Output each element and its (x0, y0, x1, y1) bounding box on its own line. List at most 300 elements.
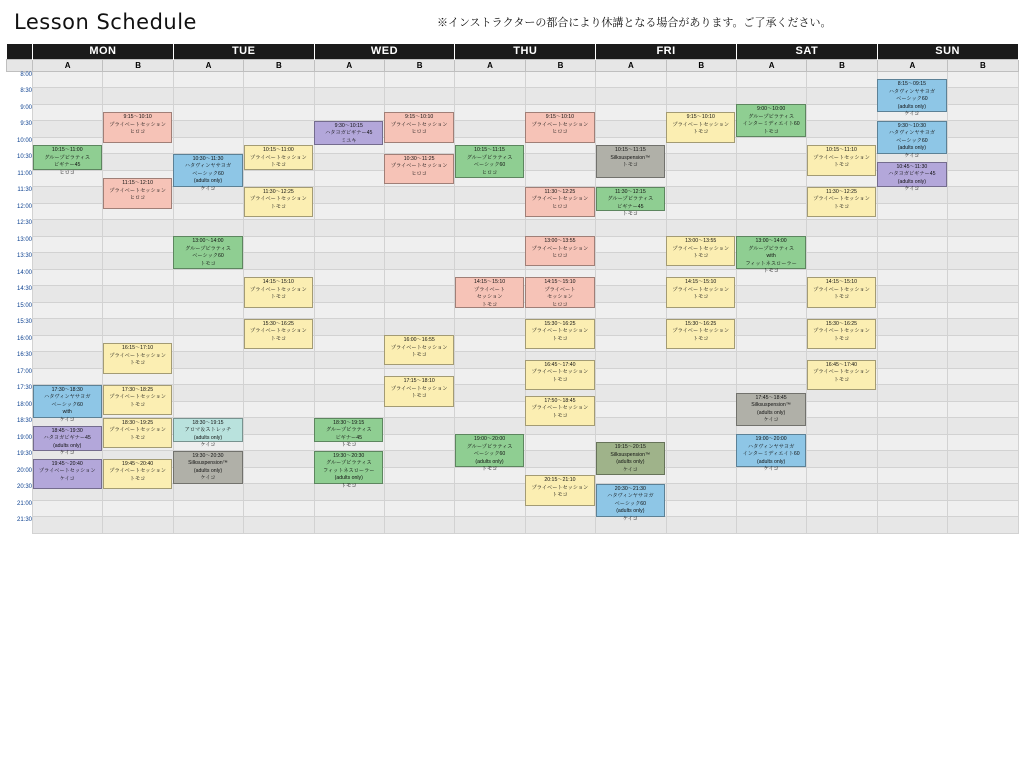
schedule-event[interactable] (525, 277, 594, 307)
grid-cell[interactable] (173, 319, 243, 336)
grid-cell[interactable] (455, 385, 525, 402)
schedule-event[interactable] (103, 112, 172, 142)
grid-cell[interactable] (666, 500, 736, 517)
grid-cell[interactable] (525, 220, 595, 237)
grid-cell[interactable] (807, 220, 877, 237)
schedule-event[interactable] (736, 393, 805, 426)
grid-cell[interactable] (948, 220, 1018, 237)
grid-cell[interactable] (807, 88, 877, 105)
grid-cell[interactable] (33, 121, 103, 138)
grid-cell[interactable] (877, 500, 947, 517)
grid-cell[interactable] (948, 434, 1018, 451)
schedule-event[interactable] (596, 145, 665, 178)
schedule-event[interactable] (384, 112, 453, 142)
grid-cell[interactable] (455, 121, 525, 138)
grid-cell[interactable] (173, 88, 243, 105)
grid-cell[interactable] (314, 253, 384, 270)
schedule-event[interactable] (807, 145, 876, 175)
grid-cell[interactable] (455, 187, 525, 204)
grid-cell[interactable] (33, 88, 103, 105)
grid-cell[interactable] (666, 385, 736, 402)
grid-cell[interactable] (807, 253, 877, 270)
schedule-event[interactable] (525, 360, 594, 390)
grid-cell[interactable] (33, 368, 103, 385)
grid-cell[interactable] (525, 434, 595, 451)
grid-cell[interactable] (384, 517, 454, 534)
schedule-event[interactable] (525, 396, 594, 426)
grid-cell[interactable] (736, 88, 806, 105)
schedule-event[interactable] (244, 145, 313, 170)
grid-cell[interactable] (877, 286, 947, 303)
grid-cell[interactable] (173, 484, 243, 501)
grid-cell[interactable] (525, 451, 595, 468)
grid-cell[interactable] (103, 517, 173, 534)
grid-cell[interactable] (666, 517, 736, 534)
grid-cell[interactable] (948, 484, 1018, 501)
grid-cell[interactable] (525, 154, 595, 171)
grid-cell[interactable] (314, 335, 384, 352)
grid-cell[interactable] (314, 500, 384, 517)
grid-cell[interactable] (314, 236, 384, 253)
schedule-event[interactable] (244, 187, 313, 217)
grid-cell[interactable] (103, 269, 173, 286)
grid-cell[interactable] (173, 104, 243, 121)
schedule-event[interactable] (384, 335, 453, 365)
grid-cell[interactable] (384, 286, 454, 303)
grid-cell[interactable] (525, 71, 595, 88)
schedule-event[interactable] (244, 319, 313, 349)
grid-cell[interactable] (807, 104, 877, 121)
grid-cell[interactable] (33, 517, 103, 534)
grid-cell[interactable] (525, 170, 595, 187)
grid-cell[interactable] (455, 335, 525, 352)
grid-cell[interactable] (314, 302, 384, 319)
grid-cell[interactable] (948, 368, 1018, 385)
grid-cell[interactable] (948, 170, 1018, 187)
grid-cell[interactable] (877, 401, 947, 418)
grid-cell[interactable] (33, 187, 103, 204)
grid-cell[interactable] (33, 203, 103, 220)
grid-cell[interactable] (736, 137, 806, 154)
grid-cell[interactable] (33, 236, 103, 253)
grid-cell[interactable] (877, 302, 947, 319)
grid-cell[interactable] (173, 71, 243, 88)
grid-cell[interactable] (596, 253, 666, 270)
grid-cell[interactable] (736, 154, 806, 171)
grid-cell[interactable] (314, 154, 384, 171)
grid-cell[interactable] (736, 484, 806, 501)
grid-cell[interactable] (244, 401, 314, 418)
grid-cell[interactable] (948, 121, 1018, 138)
schedule-event[interactable] (666, 112, 735, 142)
grid-cell[interactable] (877, 385, 947, 402)
grid-cell[interactable] (877, 434, 947, 451)
grid-cell[interactable] (244, 517, 314, 534)
grid-cell[interactable] (244, 352, 314, 369)
grid-cell[interactable] (384, 467, 454, 484)
schedule-event[interactable] (103, 385, 172, 415)
grid-cell[interactable] (807, 418, 877, 435)
grid-cell[interactable] (33, 302, 103, 319)
grid-cell[interactable] (596, 302, 666, 319)
grid-cell[interactable] (948, 203, 1018, 220)
grid-cell[interactable] (877, 253, 947, 270)
grid-cell[interactable] (384, 500, 454, 517)
grid-cell[interactable] (314, 352, 384, 369)
grid-cell[interactable] (877, 451, 947, 468)
schedule-event[interactable] (314, 451, 383, 489)
grid-cell[interactable] (948, 467, 1018, 484)
grid-cell[interactable] (173, 500, 243, 517)
grid-cell[interactable] (736, 500, 806, 517)
grid-cell[interactable] (807, 484, 877, 501)
grid-cell[interactable] (736, 517, 806, 534)
grid-cell[interactable] (877, 319, 947, 336)
grid-cell[interactable] (103, 302, 173, 319)
grid-cell[interactable] (736, 203, 806, 220)
grid-cell[interactable] (455, 484, 525, 501)
grid-cell[interactable] (103, 500, 173, 517)
grid-cell[interactable] (455, 352, 525, 369)
grid-cell[interactable] (244, 236, 314, 253)
grid-cell[interactable] (596, 104, 666, 121)
grid-cell[interactable] (948, 352, 1018, 369)
grid-cell[interactable] (173, 203, 243, 220)
grid-cell[interactable] (384, 236, 454, 253)
schedule-event[interactable] (807, 360, 876, 390)
grid-cell[interactable] (173, 302, 243, 319)
schedule-event[interactable] (877, 162, 946, 193)
grid-cell[interactable] (948, 517, 1018, 534)
schedule-event[interactable] (33, 459, 102, 489)
grid-cell[interactable] (596, 220, 666, 237)
grid-cell[interactable] (384, 451, 454, 468)
grid-cell[interactable] (455, 236, 525, 253)
schedule-event[interactable] (384, 154, 453, 184)
grid-cell[interactable] (736, 71, 806, 88)
schedule-event[interactable] (877, 79, 946, 118)
grid-cell[interactable] (455, 220, 525, 237)
grid-cell[interactable] (173, 352, 243, 369)
grid-cell[interactable] (314, 71, 384, 88)
grid-cell[interactable] (807, 121, 877, 138)
grid-cell[interactable] (596, 352, 666, 369)
grid-cell[interactable] (807, 434, 877, 451)
grid-cell[interactable] (666, 352, 736, 369)
grid-cell[interactable] (807, 401, 877, 418)
schedule-event[interactable] (103, 418, 172, 448)
grid-cell[interactable] (244, 121, 314, 138)
schedule-event[interactable] (314, 418, 383, 449)
grid-cell[interactable] (596, 236, 666, 253)
grid-cell[interactable] (877, 484, 947, 501)
grid-cell[interactable] (877, 467, 947, 484)
grid-cell[interactable] (666, 484, 736, 501)
grid-cell[interactable] (596, 418, 666, 435)
grid-cell[interactable] (244, 385, 314, 402)
grid-cell[interactable] (666, 467, 736, 484)
schedule-event[interactable] (666, 319, 735, 349)
grid-cell[interactable] (33, 220, 103, 237)
grid-cell[interactable] (807, 71, 877, 88)
grid-cell[interactable] (33, 319, 103, 336)
grid-cell[interactable] (244, 418, 314, 435)
grid-cell[interactable] (173, 269, 243, 286)
grid-cell[interactable] (666, 71, 736, 88)
schedule-event[interactable] (455, 277, 524, 307)
schedule-event[interactable] (596, 442, 665, 475)
grid-cell[interactable] (736, 170, 806, 187)
schedule-event[interactable] (525, 112, 594, 142)
grid-cell[interactable] (384, 319, 454, 336)
schedule-event[interactable] (455, 434, 524, 473)
grid-cell[interactable] (314, 269, 384, 286)
grid-cell[interactable] (244, 71, 314, 88)
grid-cell[interactable] (314, 187, 384, 204)
grid-cell[interactable] (455, 418, 525, 435)
schedule-event[interactable] (33, 385, 102, 423)
grid-cell[interactable] (314, 286, 384, 303)
grid-cell[interactable] (948, 137, 1018, 154)
grid-cell[interactable] (807, 517, 877, 534)
grid-cell[interactable] (103, 286, 173, 303)
grid-cell[interactable] (173, 286, 243, 303)
grid-cell[interactable] (666, 401, 736, 418)
grid-cell[interactable] (314, 401, 384, 418)
grid-cell[interactable] (666, 170, 736, 187)
grid-cell[interactable] (877, 352, 947, 369)
grid-cell[interactable] (455, 88, 525, 105)
grid-cell[interactable] (33, 269, 103, 286)
grid-cell[interactable] (33, 352, 103, 369)
grid-cell[interactable] (384, 253, 454, 270)
grid-cell[interactable] (948, 88, 1018, 105)
schedule-event[interactable] (173, 154, 242, 192)
grid-cell[interactable] (948, 401, 1018, 418)
grid-cell[interactable] (807, 236, 877, 253)
grid-cell[interactable] (314, 220, 384, 237)
schedule-event[interactable] (33, 145, 102, 176)
grid-cell[interactable] (33, 253, 103, 270)
grid-cell[interactable] (244, 434, 314, 451)
grid-cell[interactable] (877, 418, 947, 435)
grid-cell[interactable] (103, 319, 173, 336)
grid-cell[interactable] (455, 500, 525, 517)
grid-cell[interactable] (666, 187, 736, 204)
schedule-event[interactable] (384, 376, 453, 406)
grid-cell[interactable] (384, 484, 454, 501)
grid-cell[interactable] (877, 220, 947, 237)
grid-cell[interactable] (596, 319, 666, 336)
grid-cell[interactable] (244, 484, 314, 501)
grid-cell[interactable] (736, 187, 806, 204)
grid-cell[interactable] (455, 253, 525, 270)
grid-cell[interactable] (948, 71, 1018, 88)
grid-cell[interactable] (666, 203, 736, 220)
grid-cell[interactable] (244, 170, 314, 187)
schedule-event[interactable] (455, 145, 524, 178)
grid-cell[interactable] (596, 385, 666, 402)
schedule-event[interactable] (173, 451, 242, 484)
grid-cell[interactable] (807, 451, 877, 468)
grid-cell[interactable] (244, 451, 314, 468)
schedule-event[interactable] (877, 121, 946, 159)
grid-cell[interactable] (173, 335, 243, 352)
grid-cell[interactable] (33, 286, 103, 303)
grid-cell[interactable] (525, 517, 595, 534)
grid-cell[interactable] (314, 88, 384, 105)
grid-cell[interactable] (948, 451, 1018, 468)
grid-cell[interactable] (384, 88, 454, 105)
grid-cell[interactable] (666, 418, 736, 435)
grid-cell[interactable] (173, 220, 243, 237)
grid-cell[interactable] (384, 434, 454, 451)
grid-cell[interactable] (103, 253, 173, 270)
grid-cell[interactable] (596, 269, 666, 286)
grid-cell[interactable] (244, 368, 314, 385)
grid-cell[interactable] (948, 302, 1018, 319)
grid-cell[interactable] (244, 500, 314, 517)
grid-cell[interactable] (736, 368, 806, 385)
schedule-event[interactable] (736, 104, 805, 137)
grid-cell[interactable] (948, 418, 1018, 435)
grid-cell[interactable] (666, 451, 736, 468)
grid-cell[interactable] (244, 220, 314, 237)
grid-cell[interactable] (596, 71, 666, 88)
grid-cell[interactable] (948, 269, 1018, 286)
grid-cell[interactable] (666, 368, 736, 385)
grid-cell[interactable] (384, 302, 454, 319)
grid-cell[interactable] (314, 385, 384, 402)
grid-cell[interactable] (244, 467, 314, 484)
grid-cell[interactable] (525, 88, 595, 105)
schedule-event[interactable] (525, 236, 594, 266)
schedule-event[interactable] (525, 319, 594, 349)
schedule-event[interactable] (173, 418, 242, 449)
schedule-event[interactable] (103, 459, 172, 489)
grid-cell[interactable] (948, 500, 1018, 517)
schedule-event[interactable] (173, 236, 242, 269)
grid-cell[interactable] (33, 500, 103, 517)
grid-cell[interactable] (948, 236, 1018, 253)
grid-cell[interactable] (736, 319, 806, 336)
grid-cell[interactable] (103, 88, 173, 105)
grid-cell[interactable] (596, 121, 666, 138)
grid-cell[interactable] (736, 352, 806, 369)
grid-cell[interactable] (384, 71, 454, 88)
grid-cell[interactable] (33, 71, 103, 88)
grid-cell[interactable] (244, 253, 314, 270)
grid-cell[interactable] (877, 335, 947, 352)
grid-cell[interactable] (948, 253, 1018, 270)
schedule-event[interactable] (244, 277, 313, 307)
grid-cell[interactable] (596, 286, 666, 303)
schedule-event[interactable] (103, 178, 172, 208)
grid-cell[interactable] (736, 335, 806, 352)
grid-cell[interactable] (103, 236, 173, 253)
grid-cell[interactable] (314, 170, 384, 187)
grid-cell[interactable] (666, 154, 736, 171)
grid-cell[interactable] (33, 335, 103, 352)
schedule-event[interactable] (525, 475, 594, 505)
grid-cell[interactable] (455, 517, 525, 534)
grid-cell[interactable] (384, 220, 454, 237)
grid-cell[interactable] (455, 71, 525, 88)
grid-cell[interactable] (736, 220, 806, 237)
grid-cell[interactable] (736, 302, 806, 319)
schedule-event[interactable] (596, 484, 665, 522)
grid-cell[interactable] (33, 104, 103, 121)
grid-cell[interactable] (173, 401, 243, 418)
grid-cell[interactable] (948, 286, 1018, 303)
grid-cell[interactable] (455, 203, 525, 220)
grid-cell[interactable] (455, 401, 525, 418)
schedule-event[interactable] (736, 434, 805, 473)
grid-cell[interactable] (314, 319, 384, 336)
grid-cell[interactable] (948, 335, 1018, 352)
grid-cell[interactable] (173, 517, 243, 534)
schedule-event[interactable] (807, 277, 876, 307)
grid-cell[interactable] (948, 187, 1018, 204)
grid-cell[interactable] (877, 368, 947, 385)
schedule-event[interactable] (666, 236, 735, 266)
schedule-event[interactable] (596, 187, 665, 218)
grid-cell[interactable] (877, 269, 947, 286)
grid-cell[interactable] (596, 401, 666, 418)
grid-cell[interactable] (244, 88, 314, 105)
schedule-event[interactable] (736, 236, 805, 275)
grid-cell[interactable] (384, 187, 454, 204)
grid-cell[interactable] (103, 154, 173, 171)
grid-cell[interactable] (948, 319, 1018, 336)
grid-cell[interactable] (314, 104, 384, 121)
grid-cell[interactable] (314, 517, 384, 534)
grid-cell[interactable] (314, 368, 384, 385)
schedule-event[interactable] (525, 187, 594, 217)
grid-cell[interactable] (666, 434, 736, 451)
schedule-event[interactable] (807, 319, 876, 349)
grid-cell[interactable] (384, 269, 454, 286)
grid-cell[interactable] (596, 368, 666, 385)
grid-cell[interactable] (455, 368, 525, 385)
grid-cell[interactable] (314, 203, 384, 220)
grid-cell[interactable] (384, 203, 454, 220)
grid-cell[interactable] (807, 500, 877, 517)
grid-cell[interactable] (596, 88, 666, 105)
grid-cell[interactable] (877, 203, 947, 220)
grid-cell[interactable] (173, 368, 243, 385)
grid-cell[interactable] (596, 335, 666, 352)
grid-cell[interactable] (455, 319, 525, 336)
grid-cell[interactable] (877, 236, 947, 253)
grid-cell[interactable] (948, 104, 1018, 121)
grid-cell[interactable] (173, 137, 243, 154)
grid-cell[interactable] (948, 385, 1018, 402)
grid-cell[interactable] (103, 71, 173, 88)
grid-cell[interactable] (877, 517, 947, 534)
schedule-event[interactable] (33, 426, 102, 457)
schedule-event[interactable] (807, 187, 876, 217)
grid-cell[interactable] (384, 418, 454, 435)
grid-cell[interactable] (948, 154, 1018, 171)
schedule-event[interactable] (666, 277, 735, 307)
grid-cell[interactable] (736, 286, 806, 303)
grid-cell[interactable] (455, 104, 525, 121)
grid-cell[interactable] (173, 121, 243, 138)
grid-cell[interactable] (103, 220, 173, 237)
schedule-event[interactable] (314, 121, 383, 146)
grid-cell[interactable] (666, 220, 736, 237)
